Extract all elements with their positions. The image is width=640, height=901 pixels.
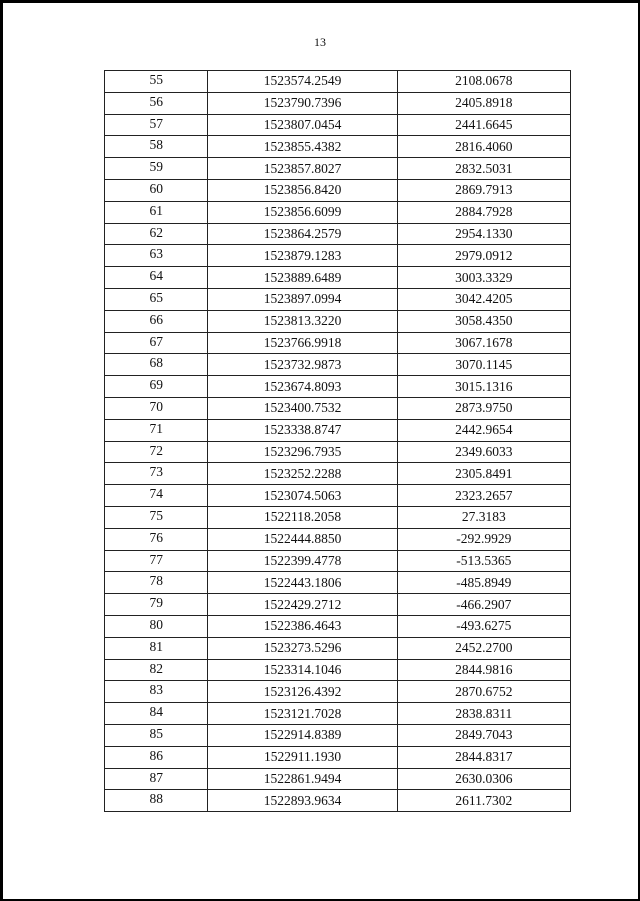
table-row [105, 332, 571, 354]
table-row [105, 310, 571, 332]
x-coordinate-cell: 1522444.8850 [208, 528, 397, 550]
page-border-left [0, 0, 3, 901]
y-coordinate-cell: 2611.7302 [397, 790, 570, 812]
point-index-cell: 80 [105, 615, 208, 637]
table-row [105, 201, 571, 223]
table-row [105, 485, 571, 507]
table-row [105, 463, 571, 485]
table-row [105, 746, 571, 768]
coordinates-table [104, 70, 571, 812]
y-coordinate-cell: 2305.8491 [397, 463, 570, 485]
y-coordinate-cell: 2844.8317 [397, 746, 570, 768]
point-index-cell: 57 [105, 114, 208, 136]
table-row [105, 376, 571, 398]
table-row [105, 724, 571, 746]
x-coordinate-cell: 1523400.7532 [208, 397, 397, 419]
table-row [105, 615, 571, 637]
y-coordinate-cell: 2870.6752 [397, 681, 570, 703]
table-row [105, 790, 571, 812]
point-index-cell: 60 [105, 179, 208, 201]
point-index-cell: 58 [105, 136, 208, 158]
x-coordinate-cell: 1522443.1806 [208, 572, 397, 594]
point-index-cell: 86 [105, 746, 208, 768]
x-coordinate-cell: 1523864.2579 [208, 223, 397, 245]
y-coordinate-cell: 2452.2700 [397, 637, 570, 659]
table-row [105, 572, 571, 594]
x-coordinate-cell: 1522911.1930 [208, 746, 397, 768]
table-row [105, 267, 571, 289]
table-row [105, 71, 571, 93]
x-coordinate-cell: 1523897.0994 [208, 288, 397, 310]
point-index-cell: 84 [105, 703, 208, 725]
x-coordinate-cell: 1522399.4778 [208, 550, 397, 572]
x-coordinate-cell: 1523857.8027 [208, 158, 397, 180]
table-row [105, 245, 571, 267]
x-coordinate-cell: 1523855.4382 [208, 136, 397, 158]
x-coordinate-cell: 1522118.2058 [208, 506, 397, 528]
table-row [105, 594, 571, 616]
point-index-cell: 63 [105, 245, 208, 267]
point-index-cell: 81 [105, 637, 208, 659]
table-row [105, 92, 571, 114]
y-coordinate-cell: 27.3183 [397, 506, 570, 528]
point-index-cell: 71 [105, 419, 208, 441]
table-row [105, 158, 571, 180]
point-index-cell: 61 [105, 201, 208, 223]
y-coordinate-cell: 2849.7043 [397, 724, 570, 746]
coordinates-table-body [105, 71, 571, 812]
x-coordinate-cell: 1523074.5063 [208, 485, 397, 507]
y-coordinate-cell: 2869.7913 [397, 179, 570, 201]
y-coordinate-cell: -513.5365 [397, 550, 570, 572]
y-coordinate-cell: 2630.0306 [397, 768, 570, 790]
x-coordinate-cell: 1522893.9634 [208, 790, 397, 812]
x-coordinate-cell: 1522386.4643 [208, 615, 397, 637]
y-coordinate-cell: 2405.8918 [397, 92, 570, 114]
point-index-cell: 79 [105, 594, 208, 616]
x-coordinate-cell: 1523674.8093 [208, 376, 397, 398]
x-coordinate-cell: 1523121.7028 [208, 703, 397, 725]
x-coordinate-cell: 1523296.7935 [208, 441, 397, 463]
table-row [105, 397, 571, 419]
x-coordinate-cell: 1523790.7396 [208, 92, 397, 114]
point-index-cell: 67 [105, 332, 208, 354]
point-index-cell: 56 [105, 92, 208, 114]
x-coordinate-cell: 1523574.2549 [208, 71, 397, 93]
x-coordinate-cell: 1523856.8420 [208, 179, 397, 201]
y-coordinate-cell: 2838.8311 [397, 703, 570, 725]
y-coordinate-cell: 3003.3329 [397, 267, 570, 289]
point-index-cell: 75 [105, 506, 208, 528]
table-row [105, 681, 571, 703]
page-number: 13 [314, 35, 326, 49]
y-coordinate-cell: 2816.4060 [397, 136, 570, 158]
point-index-cell: 82 [105, 659, 208, 681]
x-coordinate-cell: 1522429.2712 [208, 594, 397, 616]
x-coordinate-cell: 1523813.3220 [208, 310, 397, 332]
x-coordinate-cell: 1523126.4392 [208, 681, 397, 703]
table-row [105, 550, 571, 572]
point-index-cell: 70 [105, 397, 208, 419]
point-index-cell: 62 [105, 223, 208, 245]
x-coordinate-cell: 1523879.1283 [208, 245, 397, 267]
y-coordinate-cell: 3015.1316 [397, 376, 570, 398]
point-index-cell: 85 [105, 724, 208, 746]
table-row [105, 528, 571, 550]
y-coordinate-cell: 2323.2657 [397, 485, 570, 507]
y-coordinate-cell: -292.9929 [397, 528, 570, 550]
x-coordinate-cell: 1523338.8747 [208, 419, 397, 441]
table-row [105, 223, 571, 245]
x-coordinate-cell: 1523252.2288 [208, 463, 397, 485]
point-index-cell: 78 [105, 572, 208, 594]
y-coordinate-cell: 2954.1330 [397, 223, 570, 245]
x-coordinate-cell: 1523766.9918 [208, 332, 397, 354]
y-coordinate-cell: 2441.6645 [397, 114, 570, 136]
table-row [105, 419, 571, 441]
point-index-cell: 68 [105, 354, 208, 376]
table-row [105, 136, 571, 158]
point-index-cell: 77 [105, 550, 208, 572]
point-index-cell: 87 [105, 768, 208, 790]
y-coordinate-cell: 2873.9750 [397, 397, 570, 419]
y-coordinate-cell: 3058.4350 [397, 310, 570, 332]
point-index-cell: 65 [105, 288, 208, 310]
x-coordinate-cell: 1522861.9494 [208, 768, 397, 790]
y-coordinate-cell: 2442.9654 [397, 419, 570, 441]
point-index-cell: 76 [105, 528, 208, 550]
y-coordinate-cell: 3067.1678 [397, 332, 570, 354]
y-coordinate-cell: 3070.1145 [397, 354, 570, 376]
point-index-cell: 73 [105, 463, 208, 485]
y-coordinate-cell: 2832.5031 [397, 158, 570, 180]
x-coordinate-cell: 1523889.6489 [208, 267, 397, 289]
point-index-cell: 83 [105, 681, 208, 703]
point-index-cell: 66 [105, 310, 208, 332]
x-coordinate-cell: 1522914.8389 [208, 724, 397, 746]
y-coordinate-cell: -485.8949 [397, 572, 570, 594]
table-row [105, 179, 571, 201]
table-row [105, 114, 571, 136]
x-coordinate-cell: 1523273.5296 [208, 637, 397, 659]
table-row [105, 703, 571, 725]
y-coordinate-cell: 2844.9816 [397, 659, 570, 681]
y-coordinate-cell: 2884.7928 [397, 201, 570, 223]
y-coordinate-cell: 2349.6033 [397, 441, 570, 463]
x-coordinate-cell: 1523856.6099 [208, 201, 397, 223]
point-index-cell: 74 [105, 485, 208, 507]
x-coordinate-cell: 1523732.9873 [208, 354, 397, 376]
point-index-cell: 88 [105, 790, 208, 812]
page-border-top [0, 0, 640, 3]
y-coordinate-cell: 2108.0678 [397, 71, 570, 93]
point-index-cell: 64 [105, 267, 208, 289]
y-coordinate-cell: -493.6275 [397, 615, 570, 637]
table-row [105, 288, 571, 310]
point-index-cell: 55 [105, 71, 208, 93]
table-row [105, 637, 571, 659]
table-row [105, 441, 571, 463]
y-coordinate-cell: 2979.0912 [397, 245, 570, 267]
x-coordinate-cell: 1523314.1046 [208, 659, 397, 681]
point-index-cell: 72 [105, 441, 208, 463]
x-coordinate-cell: 1523807.0454 [208, 114, 397, 136]
y-coordinate-cell: 3042.4205 [397, 288, 570, 310]
table-row [105, 768, 571, 790]
table-row [105, 354, 571, 376]
y-coordinate-cell: -466.2907 [397, 594, 570, 616]
point-index-cell: 69 [105, 376, 208, 398]
table-row [105, 506, 571, 528]
table-row [105, 659, 571, 681]
point-index-cell: 59 [105, 158, 208, 180]
